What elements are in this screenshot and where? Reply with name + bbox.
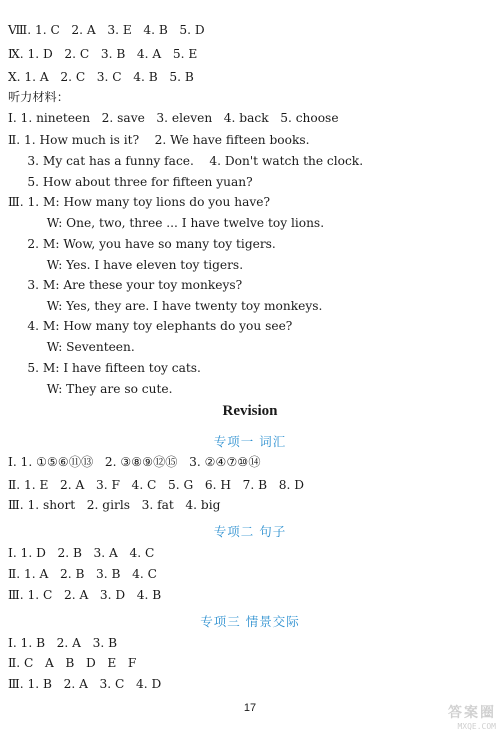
- listening-line: 5. How about three for fifteen yuan?: [8, 175, 253, 189]
- section-title-sentences: 专项二 句子: [213, 524, 287, 539]
- listening-line: W: Yes, they are. I have twenty toy monkeys.: [8, 299, 323, 313]
- listening-line: 2. M: Wow, you have so many toy tigers.: [8, 237, 276, 251]
- section1-line: Ⅰ. 1. ①⑤⑥⑪⑬ 2. ③⑧⑨⑫⑮ 3. ②④⑦⑩⑭: [8, 455, 261, 469]
- section-title-vocabulary: 专项一 词汇: [213, 434, 287, 449]
- section3-line: Ⅰ. 1. B 2. A 3. B: [8, 636, 118, 650]
- section2-line: Ⅰ. 1. D 2. B 3. A 4. C: [8, 546, 155, 560]
- listening-line: W: One, two, three ... I have twelve toy lions.: [8, 216, 325, 230]
- section2-line: Ⅱ. 1. A 2. B 3. B 4. C: [8, 567, 157, 581]
- revision-title: Revision: [222, 403, 278, 419]
- listening-line: Ⅲ. 1. M: How many toy lions do you have?: [8, 195, 270, 209]
- section1-line: Ⅱ. 1. E 2. A 3. F 4. C 5. G 6. H 7. B 8. D: [8, 478, 304, 492]
- section2-line: Ⅲ. 1. C 2. A 3. D 4. B: [8, 588, 162, 602]
- answer-line-10: Ⅹ. 1. A 2. C 3. C 4. B 5. B: [8, 70, 194, 84]
- page-number: 17: [243, 702, 257, 714]
- section3-line: Ⅱ. C A B D E F: [8, 656, 137, 670]
- section3-line: Ⅲ. 1. B 2. A 3. C 4. D: [8, 677, 162, 691]
- listening-line: W: Seventeen.: [8, 340, 135, 354]
- listening-heading: 听力材料：: [8, 90, 69, 104]
- listening-line: 4. M: How many toy elephants do you see?: [8, 319, 293, 333]
- answer-line-9: Ⅸ. 1. D 2. C 3. B 4. A 5. E: [8, 47, 198, 61]
- section-title-situational: 专项三 情景交际: [200, 614, 300, 629]
- listening-line: Ⅱ. 1. How much is it? 2. We have fifteen books.: [8, 133, 310, 147]
- watermark-logo: [410, 702, 496, 734]
- answer-line-8: Ⅷ. 1. C 2. A 3. E 4. B 5. D: [8, 23, 205, 37]
- listening-line: W: They are so cute.: [8, 382, 173, 396]
- listening-line: Ⅰ. 1. nineteen 2. save 3. eleven 4. back 5. choose: [8, 111, 339, 125]
- watermark-text: 答案圈: [448, 705, 496, 721]
- listening-line: 3. M: Are these your toy monkeys?: [8, 278, 243, 292]
- listening-line: W: Yes. I have eleven toy tigers.: [8, 258, 244, 272]
- listening-line: 3. My cat has a funny face. 4. Don't watch the clock.: [8, 154, 364, 168]
- listening-line: 5. M: I have fifteen toy cats.: [8, 361, 201, 375]
- section1-line: Ⅲ. 1. short 2. girls 3. fat 4. big: [8, 498, 221, 512]
- watermark-sub: MXQE.COM: [457, 722, 496, 731]
